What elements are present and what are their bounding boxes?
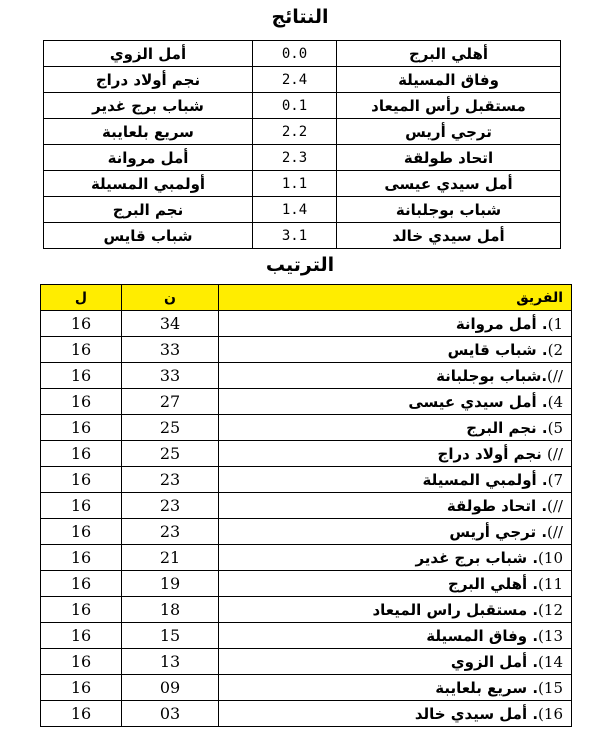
match-score: 0.1 bbox=[253, 93, 337, 119]
results-table bbox=[43, 40, 561, 249]
standings-row bbox=[41, 389, 572, 415]
team-cell bbox=[219, 623, 572, 649]
away-team: سريع بلعايبة bbox=[44, 119, 253, 145]
rank-number: 12) bbox=[538, 600, 563, 619]
result-row bbox=[44, 67, 561, 93]
games-played: 16 bbox=[41, 441, 122, 467]
rank-number: 5) bbox=[547, 418, 563, 437]
match-score: 2.3 bbox=[253, 145, 337, 171]
standings-row bbox=[41, 545, 572, 571]
rank-number: //) bbox=[547, 366, 563, 385]
team-cell bbox=[219, 675, 572, 701]
points: 19 bbox=[122, 571, 219, 597]
team-name: . اتحاد طولقة bbox=[446, 496, 548, 515]
points: 23 bbox=[122, 467, 219, 493]
games-played: 16 bbox=[41, 311, 122, 337]
team-name: . أمل الزوي bbox=[450, 652, 539, 671]
away-team: نجم أولاد دراج bbox=[44, 67, 253, 93]
standings-row bbox=[41, 675, 572, 701]
team-cell bbox=[219, 597, 572, 623]
rank-number: 4) bbox=[547, 392, 563, 411]
standings-row bbox=[41, 571, 572, 597]
standings-header-row bbox=[41, 285, 572, 311]
home-team: مستقبل رأس الميعاد bbox=[337, 93, 561, 119]
rank-number: 13) bbox=[538, 626, 563, 645]
games-played: 16 bbox=[41, 545, 122, 571]
result-row bbox=[44, 145, 561, 171]
rank-number: 7) bbox=[547, 470, 563, 489]
team-column-header: الفريق bbox=[219, 285, 572, 311]
rank-number: 10) bbox=[538, 548, 563, 567]
rank-number: //) bbox=[547, 496, 563, 515]
match-score: 1.4 bbox=[253, 197, 337, 223]
points: 34 bbox=[122, 311, 219, 337]
points: 18 bbox=[122, 597, 219, 623]
team-cell bbox=[219, 571, 572, 597]
team-cell bbox=[219, 441, 572, 467]
match-score: 1.1 bbox=[253, 171, 337, 197]
points: 09 bbox=[122, 675, 219, 701]
points: 33 bbox=[122, 337, 219, 363]
team-cell bbox=[219, 389, 572, 415]
team-name: . أمل مروانة bbox=[455, 314, 548, 333]
results-title: النتائج bbox=[271, 6, 329, 28]
points: 15 bbox=[122, 623, 219, 649]
points: 23 bbox=[122, 519, 219, 545]
result-row bbox=[44, 93, 561, 119]
home-team: وفاق المسيلة bbox=[337, 67, 561, 93]
games-played: 16 bbox=[41, 623, 122, 649]
team-name: . وفاق المسيلة bbox=[426, 626, 539, 645]
match-score: 0.0 bbox=[253, 41, 337, 67]
team-name: . أهلي البرج bbox=[448, 574, 539, 593]
away-team: نجم البرج bbox=[44, 197, 253, 223]
rank-number: 1) bbox=[547, 314, 563, 333]
standings-table bbox=[40, 284, 572, 727]
team-name: . سريع بلعايبة bbox=[435, 678, 539, 697]
team-cell bbox=[219, 519, 572, 545]
rank-number: 16) bbox=[538, 704, 563, 723]
team-cell bbox=[219, 337, 572, 363]
standings-row bbox=[41, 649, 572, 675]
team-cell bbox=[219, 493, 572, 519]
points: 25 bbox=[122, 415, 219, 441]
away-team: أمل مروانة bbox=[44, 145, 253, 171]
team-cell bbox=[219, 415, 572, 441]
team-name: . شباب برج غدير bbox=[415, 548, 539, 567]
points: 25 bbox=[122, 441, 219, 467]
games-played: 16 bbox=[41, 363, 122, 389]
away-team: شباب برج غدير bbox=[44, 93, 253, 119]
team-cell bbox=[219, 701, 572, 727]
games-played: 16 bbox=[41, 337, 122, 363]
games-played: 16 bbox=[41, 467, 122, 493]
result-row bbox=[44, 119, 561, 145]
team-name: . أمل سيدي خالد bbox=[414, 704, 539, 723]
standings-row bbox=[41, 519, 572, 545]
rank-number: //) bbox=[547, 444, 563, 463]
standings-row bbox=[41, 701, 572, 727]
standings-title: الترتيب bbox=[265, 254, 335, 276]
team-name: . أولمبي المسيلة bbox=[422, 470, 548, 489]
games-played: 16 bbox=[41, 701, 122, 727]
rank-number: 11) bbox=[538, 574, 563, 593]
standings-row bbox=[41, 415, 572, 441]
team-name: . ترجي أريس bbox=[449, 522, 548, 541]
games-played: 16 bbox=[41, 389, 122, 415]
games-played: 16 bbox=[41, 519, 122, 545]
games-played: 16 bbox=[41, 675, 122, 701]
home-team: شباب بوجلبانة bbox=[337, 197, 561, 223]
match-score: 3.1 bbox=[253, 223, 337, 249]
result-row bbox=[44, 41, 561, 67]
team-cell bbox=[219, 363, 572, 389]
team-cell bbox=[219, 545, 572, 571]
rank-number: //) bbox=[547, 522, 563, 541]
team-cell bbox=[219, 311, 572, 337]
points-column-header: ن bbox=[122, 285, 219, 311]
points: 23 bbox=[122, 493, 219, 519]
team-cell bbox=[219, 649, 572, 675]
match-score: 2.4 bbox=[253, 67, 337, 93]
team-name: . شباب قايس bbox=[447, 340, 548, 359]
home-team: أمل سيدي خالد bbox=[337, 223, 561, 249]
team-name: نجم أولاد دراج bbox=[437, 444, 548, 463]
home-team: ترجي أريس bbox=[337, 119, 561, 145]
team-name: . مستقبل راس الميعاد bbox=[372, 600, 539, 619]
rank-number: 2) bbox=[547, 340, 563, 359]
games-played: 16 bbox=[41, 415, 122, 441]
rank-number: 15) bbox=[538, 678, 563, 697]
home-team: أمل سيدي عيسى bbox=[337, 171, 561, 197]
result-row bbox=[44, 223, 561, 249]
games-played: 16 bbox=[41, 597, 122, 623]
standings-row bbox=[41, 311, 572, 337]
points: 03 bbox=[122, 701, 219, 727]
team-name: .شباب بوجلبانة bbox=[436, 366, 548, 385]
result-row bbox=[44, 197, 561, 223]
points: 13 bbox=[122, 649, 219, 675]
team-name: . نجم البرج bbox=[466, 418, 548, 437]
points: 21 bbox=[122, 545, 219, 571]
standings-row bbox=[41, 337, 572, 363]
standings-row bbox=[41, 623, 572, 649]
games-played: 16 bbox=[41, 493, 122, 519]
standings-row bbox=[41, 597, 572, 623]
away-team: أمل الزوي bbox=[44, 41, 253, 67]
standings-row bbox=[41, 363, 572, 389]
games-column-header: ل bbox=[41, 285, 122, 311]
result-row bbox=[44, 171, 561, 197]
games-played: 16 bbox=[41, 571, 122, 597]
match-score: 2.2 bbox=[253, 119, 337, 145]
away-team: أولمبي المسيلة bbox=[44, 171, 253, 197]
away-team: شباب قايس bbox=[44, 223, 253, 249]
games-played: 16 bbox=[41, 649, 122, 675]
home-team: أهلي البرج bbox=[337, 41, 561, 67]
points: 33 bbox=[122, 363, 219, 389]
standings-row bbox=[41, 467, 572, 493]
points: 27 bbox=[122, 389, 219, 415]
team-cell bbox=[219, 467, 572, 493]
team-name: . أمل سيدي عيسى bbox=[408, 392, 548, 411]
standings-row bbox=[41, 493, 572, 519]
standings-row bbox=[41, 441, 572, 467]
rank-number: 14) bbox=[538, 652, 563, 671]
home-team: اتحاد طولقة bbox=[337, 145, 561, 171]
